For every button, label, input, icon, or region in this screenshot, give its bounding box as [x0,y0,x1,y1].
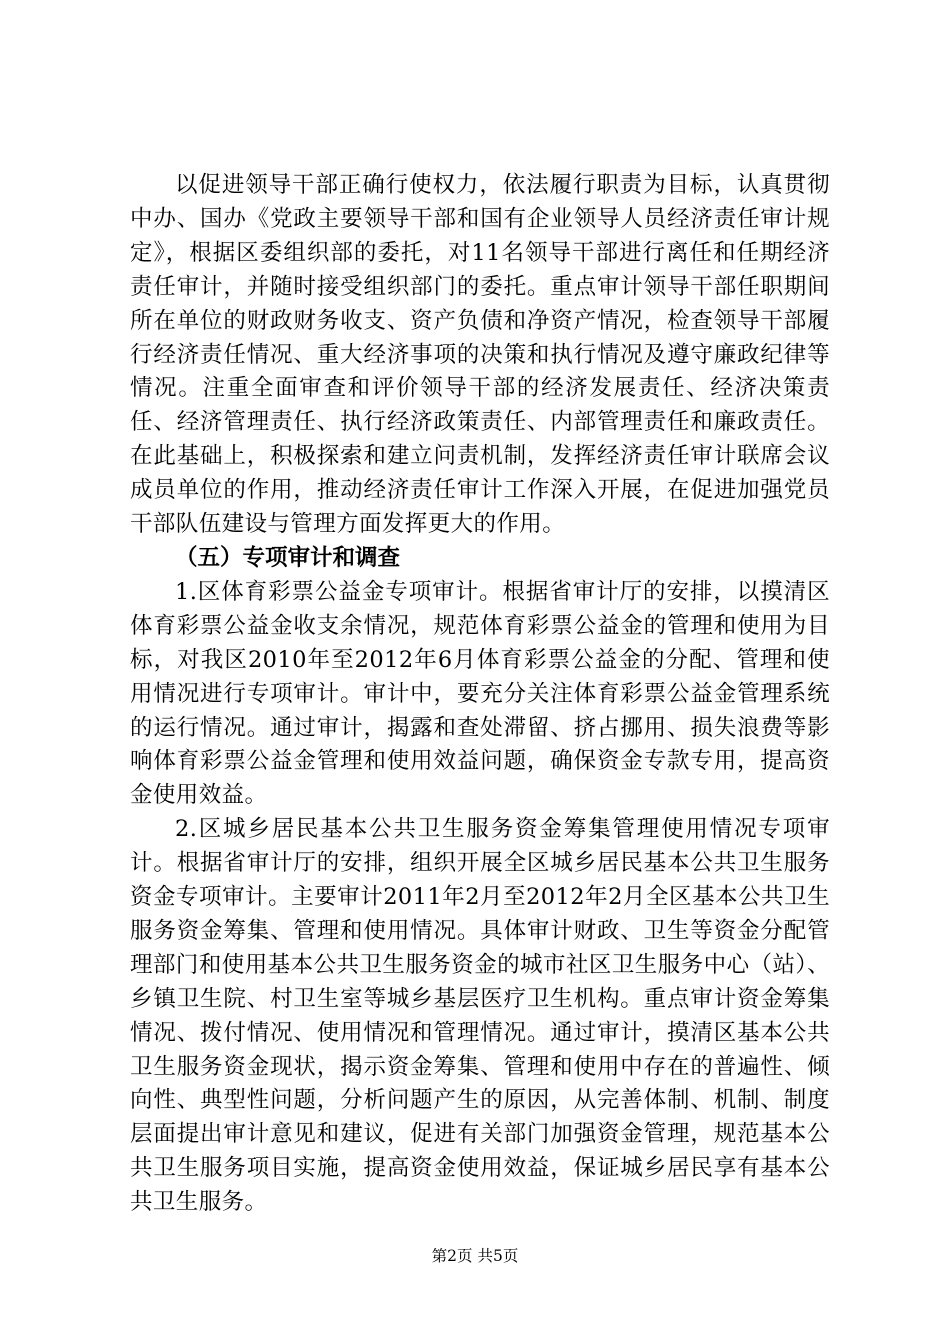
page-number: 第2页 共5页 [431,1247,519,1265]
list-item: 2.区城乡居民基本公共卫生服务资金筹集管理使用情况专项审计。根据省审计厅的安排，组织开展全区城乡居民基本公共卫生服务资金专项审计。主要审计2011年2月至2012年2月全区基本公共卫生服务资金筹集、管理和使用情况。具体审计财政、卫生等资金分配管理部门和使用基本公共卫生服务资金的城市社区卫生服务中心（站）、乡镇卫生院、村卫生室等城乡基层医疗卫生机构。重点审计资金筹集情况、拨付情况、使用情况和管理情况。通过审计，摸清区基本公共卫生服务资金现状，揭示资金筹集、管理和使用中存在的普遍性、倾向性、典型性问题，分析问题产生的原因，从完善体制、机制、制度层面提出审计意见和建议，促进有关部门加强资金管理，规范基本公共卫生服务项目实施，提高资金使用效益，保证城乡居民享有基本公共卫生服务。 [130,816,830,1216]
list-item: 1.区体育彩票公益金专项审计。根据省审计厅的安排，以摸清区体育彩票公益金收支余情况，规范体育彩票公益金的管理和使用为目标，对我区2010年至2012年6月体育彩票公益金的分配、管理和使用情况进行专项审计。审计中，要充分关注体育彩票公益金管理系统的运行情况。通过审计，揭露和查处滞留、挤占挪用、损失浪费等影响体育彩票公益金管理和使用效益问题，确保资金专款专用，提高资金使用效益。 [130,578,830,809]
section-heading: （五）专项审计和调查 [175,544,401,571]
page-footer [0,1246,950,1266]
body-paragraph: 以促进领导干部正确行使权力，依法履行职责为目标，认真贯彻中办、国办《党政主要领导干部和国有企业领导人员经济责任审计规定》，根据区委组织部的委托，对11名领导干部进行离任和任期经济责任审计，并随时接受组织部门的委托。重点审计领导干部任职期间所在单位的财政财务收支、资产负债和净资产情况，检查领导干部履行经济责任情况、重大经济事项的决策和执行情况及遵守廉政纪律等情况。注重全面审查和评价领导干部的经济发展责任、经济决策责任、经济管理责任、执行经济政策责任、内部管理责任和廉政责任。在此基础上，积极探索和建立问责机制，发挥经济责任审计联席会议成员单位的作用，推动经济责任审计工作深入开展，在促进加强党员干部队伍建设与管理方面发挥更大的作用。 [130,172,830,538]
document-body [130,169,830,1220]
